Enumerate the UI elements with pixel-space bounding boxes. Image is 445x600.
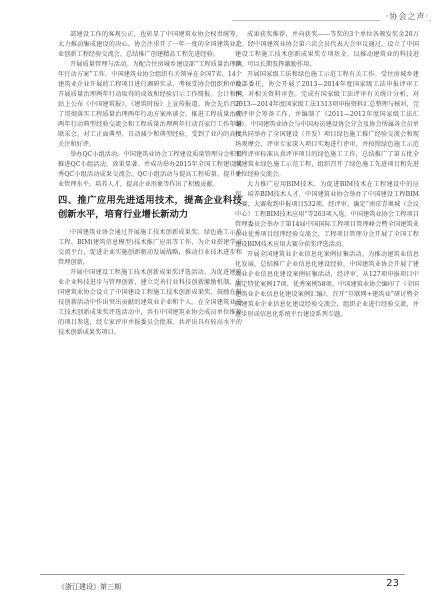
section-heading: 四、推广应用先进适用技术，提高企业科技创新水平，培育行业增长新动力 <box>58 195 242 220</box>
left-column <box>58 30 242 338</box>
page-number: 23 <box>386 578 399 589</box>
paragraph: 开展国家级工法和绿色施工示范工程有关工作。受住房城乡建设部委托，协会开展了2013—2014年度国家级工法申报评审工作，对相关资料审查。完成有国家级工法评审有关统计分析，对2013—2014年度国家级工法1313项申报资料汇总整理与核对，完成评审会筹备工作，并编制了《2011—2012年度国家级工法汇编》。中国建筑业协会与中国海员建设协会分会及协会所属各会员单位共同举办了全国建设（开发）项目绿色施工推广经验交流会和现场观摩会，评审专家深入项目实地进行评审，并按照绿色施工示范工程评审标准认真评审项目的绿色施工工作，总结推广了第五批全国建筑业绿色施工示范工程，组织召开了绿色施工先进项目和先进单位经验交流会。 <box>235 71 419 178</box>
paragraph: 举办QC小组活动。中国建筑业协会工程建设质量管理分会积极推进QC小组活动，效果显著。并成功举办2015年全国工程建设优秀QC小组活动成果交流会。QC小组活动与提高工程质量，提升企业管理水平，培养人才，提高企业形象等作出了积极贡献。 <box>58 151 242 188</box>
section-tag: ·协会之声· <box>380 11 429 22</box>
page-header <box>0 0 445 28</box>
journal-name: 《浙江建设》第三期 <box>58 583 121 591</box>
paragraph: 成果获奖推荐、并向获奖——等奖的3个单位各颁发奖金20万元。经中国建筑业协会第六次会员代表大会审议通过，设立了中国建设工程施工技术创新成果奖专项基金，以推动建筑业的科技进步，可以长期发挥激励作用。 <box>235 31 419 68</box>
paragraph: 开展全国建筑业企业信息化案例征集活动。为推动建筑业信息化发展，总结推广企业信息化建设经验，中国建筑业协会开展了建筑业企业信息化建设案例征集活动，经评审，从127项申报项目中确定特优案例17项、优秀案例58项。中国建筑业协会编印了《全国建筑业企业信息化建设案例汇编》，召开“互联网+建筑业”研讨暨全国建筑业企业信息化建设经验交流会，组织企业进行经验交流，并逐步形成信息化系统平台建设系列专题。 <box>235 251 419 318</box>
paragraph: 大力推广应用BIM技术。为促进BIM技术在工程建设中的应用，培养BIM技术人才，中国建筑业协会举办了中国建设工程BIM大赛，大赛收到申报项目532项，经评审，确定“南京青奥城（会议中心）工程BIM技术应用”等263项入选。中国建筑业协会工程项目管理委员会举办了第14届中国国际工程项目管理峰会暨全国建筑业企业优秀项目经理经验交流会，工程项目管理分会开展了全国工程建设BIM技术应用大赛分获奖评选活动。 <box>235 181 419 248</box>
right-column <box>235 30 419 320</box>
paragraph: 中国建筑业协会通过开展施工技术创新成果奖、绿色施工示范工程、BIM(建筑信息模型)技术推广应用等工作，为企业搭建学习交流平台，促进企业实施创新驱动发展战略，推动行业技术进步和管理创新。 <box>58 229 242 266</box>
footer-rule <box>40 574 405 575</box>
paragraph: 部建设工作的客观公正，也彰显了中国建筑业协会权责统筹，大力推动集成建设的决心。协会注重开了一年一度的全国建筑业企业创新工程经验交流会，总结推广创建精品工程先进经验。 <box>58 31 242 58</box>
paragraph: 开展质量管理与活动。为配合住房城乡建设部“工程质量治理两年行动方案”工作，中国建筑业协会组织有关领导在全国7省、14个建筑业企业开展的工程项目进行调研实录，考核受协会组织和单位开展质量治理两年行动取得的成效和经验启示工作简报。会计和网站上公布《中国建筑报》、《建筑时报》上宣传报道。协会先后召开了贯彻落实工程质量治理两年行动方案座谈会。推进工程质量治理两年行动典型经验交流会和工程质量治理两年行动百家行工作年暑联采会，对工正面典型、自动减少和典型经验，受到了业内的高度关注和好评。 <box>58 61 242 148</box>
paragraph: 开展中国建设工程施工技术创新成果奖评选活动。为促进建筑业企业科技进步与管理创新，建立完善行业科技创新激励机制，中国建筑业协会设立了中国建设工程施工技术创新成果奖，鼓励在科技创新活动中作出突出贡献的建筑业企业和个人。在全国建筑业施工技术创新成果奖评选活动中，共有中国建筑业协会成员单位推荐的项目参选，经专家评审并报委员会批准，共评出具有较高水平的技术创新成果奖项目。 <box>58 269 242 336</box>
